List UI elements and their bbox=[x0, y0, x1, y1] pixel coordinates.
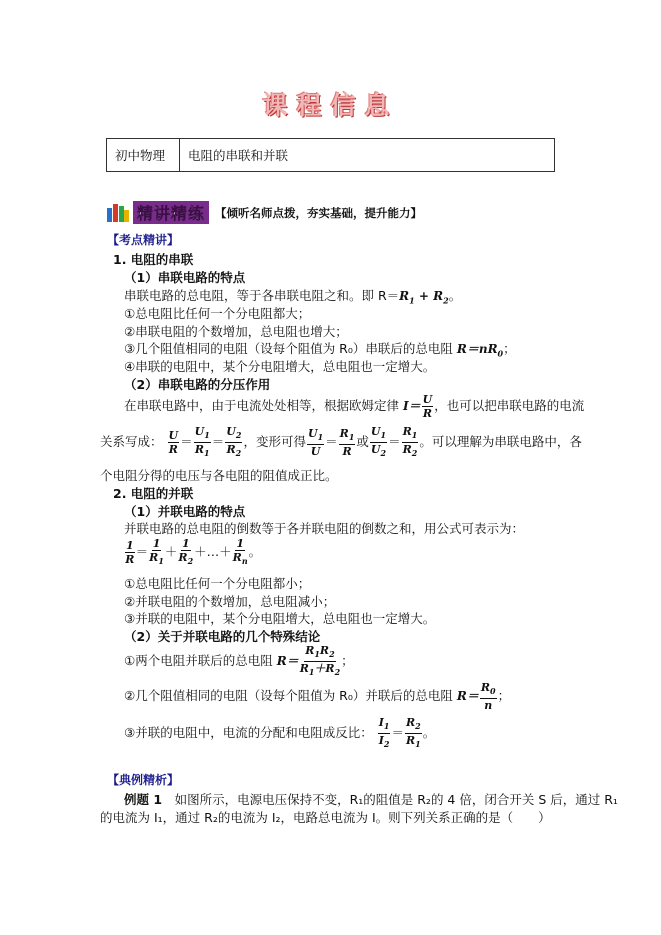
books-icon bbox=[107, 204, 129, 222]
banner-subtitle: 【倾听名师点拨，夯实基础，提升能力】 bbox=[215, 205, 423, 220]
section-kaodian: 【考点精讲】 bbox=[107, 233, 180, 247]
series-item2: ②串联电阻的个数增加，总电阻也增大； bbox=[124, 324, 348, 339]
series-line1: 串联电路的总电阻，等于各串联电阻之和。即 $R=R_1 + R_2$。 bbox=[124, 288, 462, 306]
course-info-table bbox=[106, 138, 555, 172]
series-sub2: （2）串联电路的分压作用 bbox=[124, 377, 271, 392]
parallel-formula: $\frac{1}{R}$ ＝ $\frac{1}{R_1}$ ＋ $\frac{1}{R_2}$ ＋…＋ $\frac{1}{R_n}$ 。 bbox=[125, 537, 262, 567]
banner-title: 精讲精练 bbox=[133, 201, 209, 224]
series-p3: 个电阻分得的电压与各电阻的阻值成正比。 bbox=[100, 468, 338, 483]
topic-cell: 电阻的串联和并联 bbox=[188, 148, 289, 163]
section-banner bbox=[107, 201, 422, 224]
example-line2: 的电流为 I₁，通过 R₂的电流为 I₂，电路总电流为 I。则下列关系正确的是（ ） bbox=[100, 810, 551, 825]
parallel-sub2: （2）关于并联电路的几个特殊结论 bbox=[124, 629, 321, 644]
parallel-item1: ①总电阻比任何一个分电阻都小； bbox=[124, 576, 311, 591]
parallel-c2: ②几个阻值相同的电阻（设每个阻值为 R₀）并联后的总电阻 R＝ $\frac{R_0}{n}$ ； bbox=[124, 680, 511, 713]
series-heading: 1. 电阻的串联 bbox=[113, 252, 194, 267]
section-dianli: 【典例精析】 bbox=[107, 773, 180, 787]
series-sub1: （1）串联电路的特点 bbox=[124, 270, 246, 285]
parallel-item2: ②并联电阻的个数增加，总电阻减小； bbox=[124, 594, 336, 609]
series-item1: ①总电阻比任何一个分电阻都大； bbox=[124, 306, 311, 321]
series-p2: 关系写成： $\frac{U}{R}$ ＝ $\frac{U_1}{R_1}$ ＝ $\frac{U_2}{R_2}$ ，变形可得 $\frac{U_1}{U}$ ＝ $\frac{R_1}{R}$ 或 $\frac{U_1}{U_2}$ ＝ $\frac{R_1}{R_2}$ 。可以理解为串联电路中，各 bbox=[100, 425, 582, 459]
parallel-sub1: （1）并联电路的特点 bbox=[124, 504, 246, 519]
series-p1: 在串联电路中，由于电流处处相等，根据欧姆定律 I＝ $\frac{U}{R}$ ，也可以把串联电路的电流 bbox=[124, 393, 585, 420]
parallel-item3: ③并联的电阻中，某个分电阻增大，总电阻也一定增大。 bbox=[124, 611, 436, 626]
subject-cell: 初中物理 bbox=[107, 139, 180, 171]
parallel-c3: ③并联的电阻中，电流的分配和电阻成反比： $\frac{I_1}{I_2}$ ＝ $\frac{R_2}{R_1}$ 。 bbox=[124, 716, 436, 750]
example-line1: 例题 1 如图所示，电源电压保持不变，R₁的阻值是 R₂的 4 倍，闭合开关 S 后，通过 R₁ bbox=[124, 792, 618, 807]
page-title: 课程信息 bbox=[262, 91, 399, 120]
parallel-heading: 2. 电阻的并联 bbox=[113, 486, 194, 501]
series-item3: ③几个阻值相同的电阻（设每个阻值为 R₀）串联后的总电阻 $R=nR_0$； bbox=[124, 341, 516, 359]
series-item4: ④串联的电阻中，某个分电阻增大，总电阻也一定增大。 bbox=[124, 359, 436, 374]
parallel-line1: 并联电路的总电阻的倒数等于各并联电阻的倒数之和，用公式可表示为： bbox=[124, 521, 525, 536]
parallel-c1: ①两个电阻并联后的总电阻 R＝ $\frac{R_1R_2}{R_1+R_2}$ ； bbox=[124, 644, 354, 678]
